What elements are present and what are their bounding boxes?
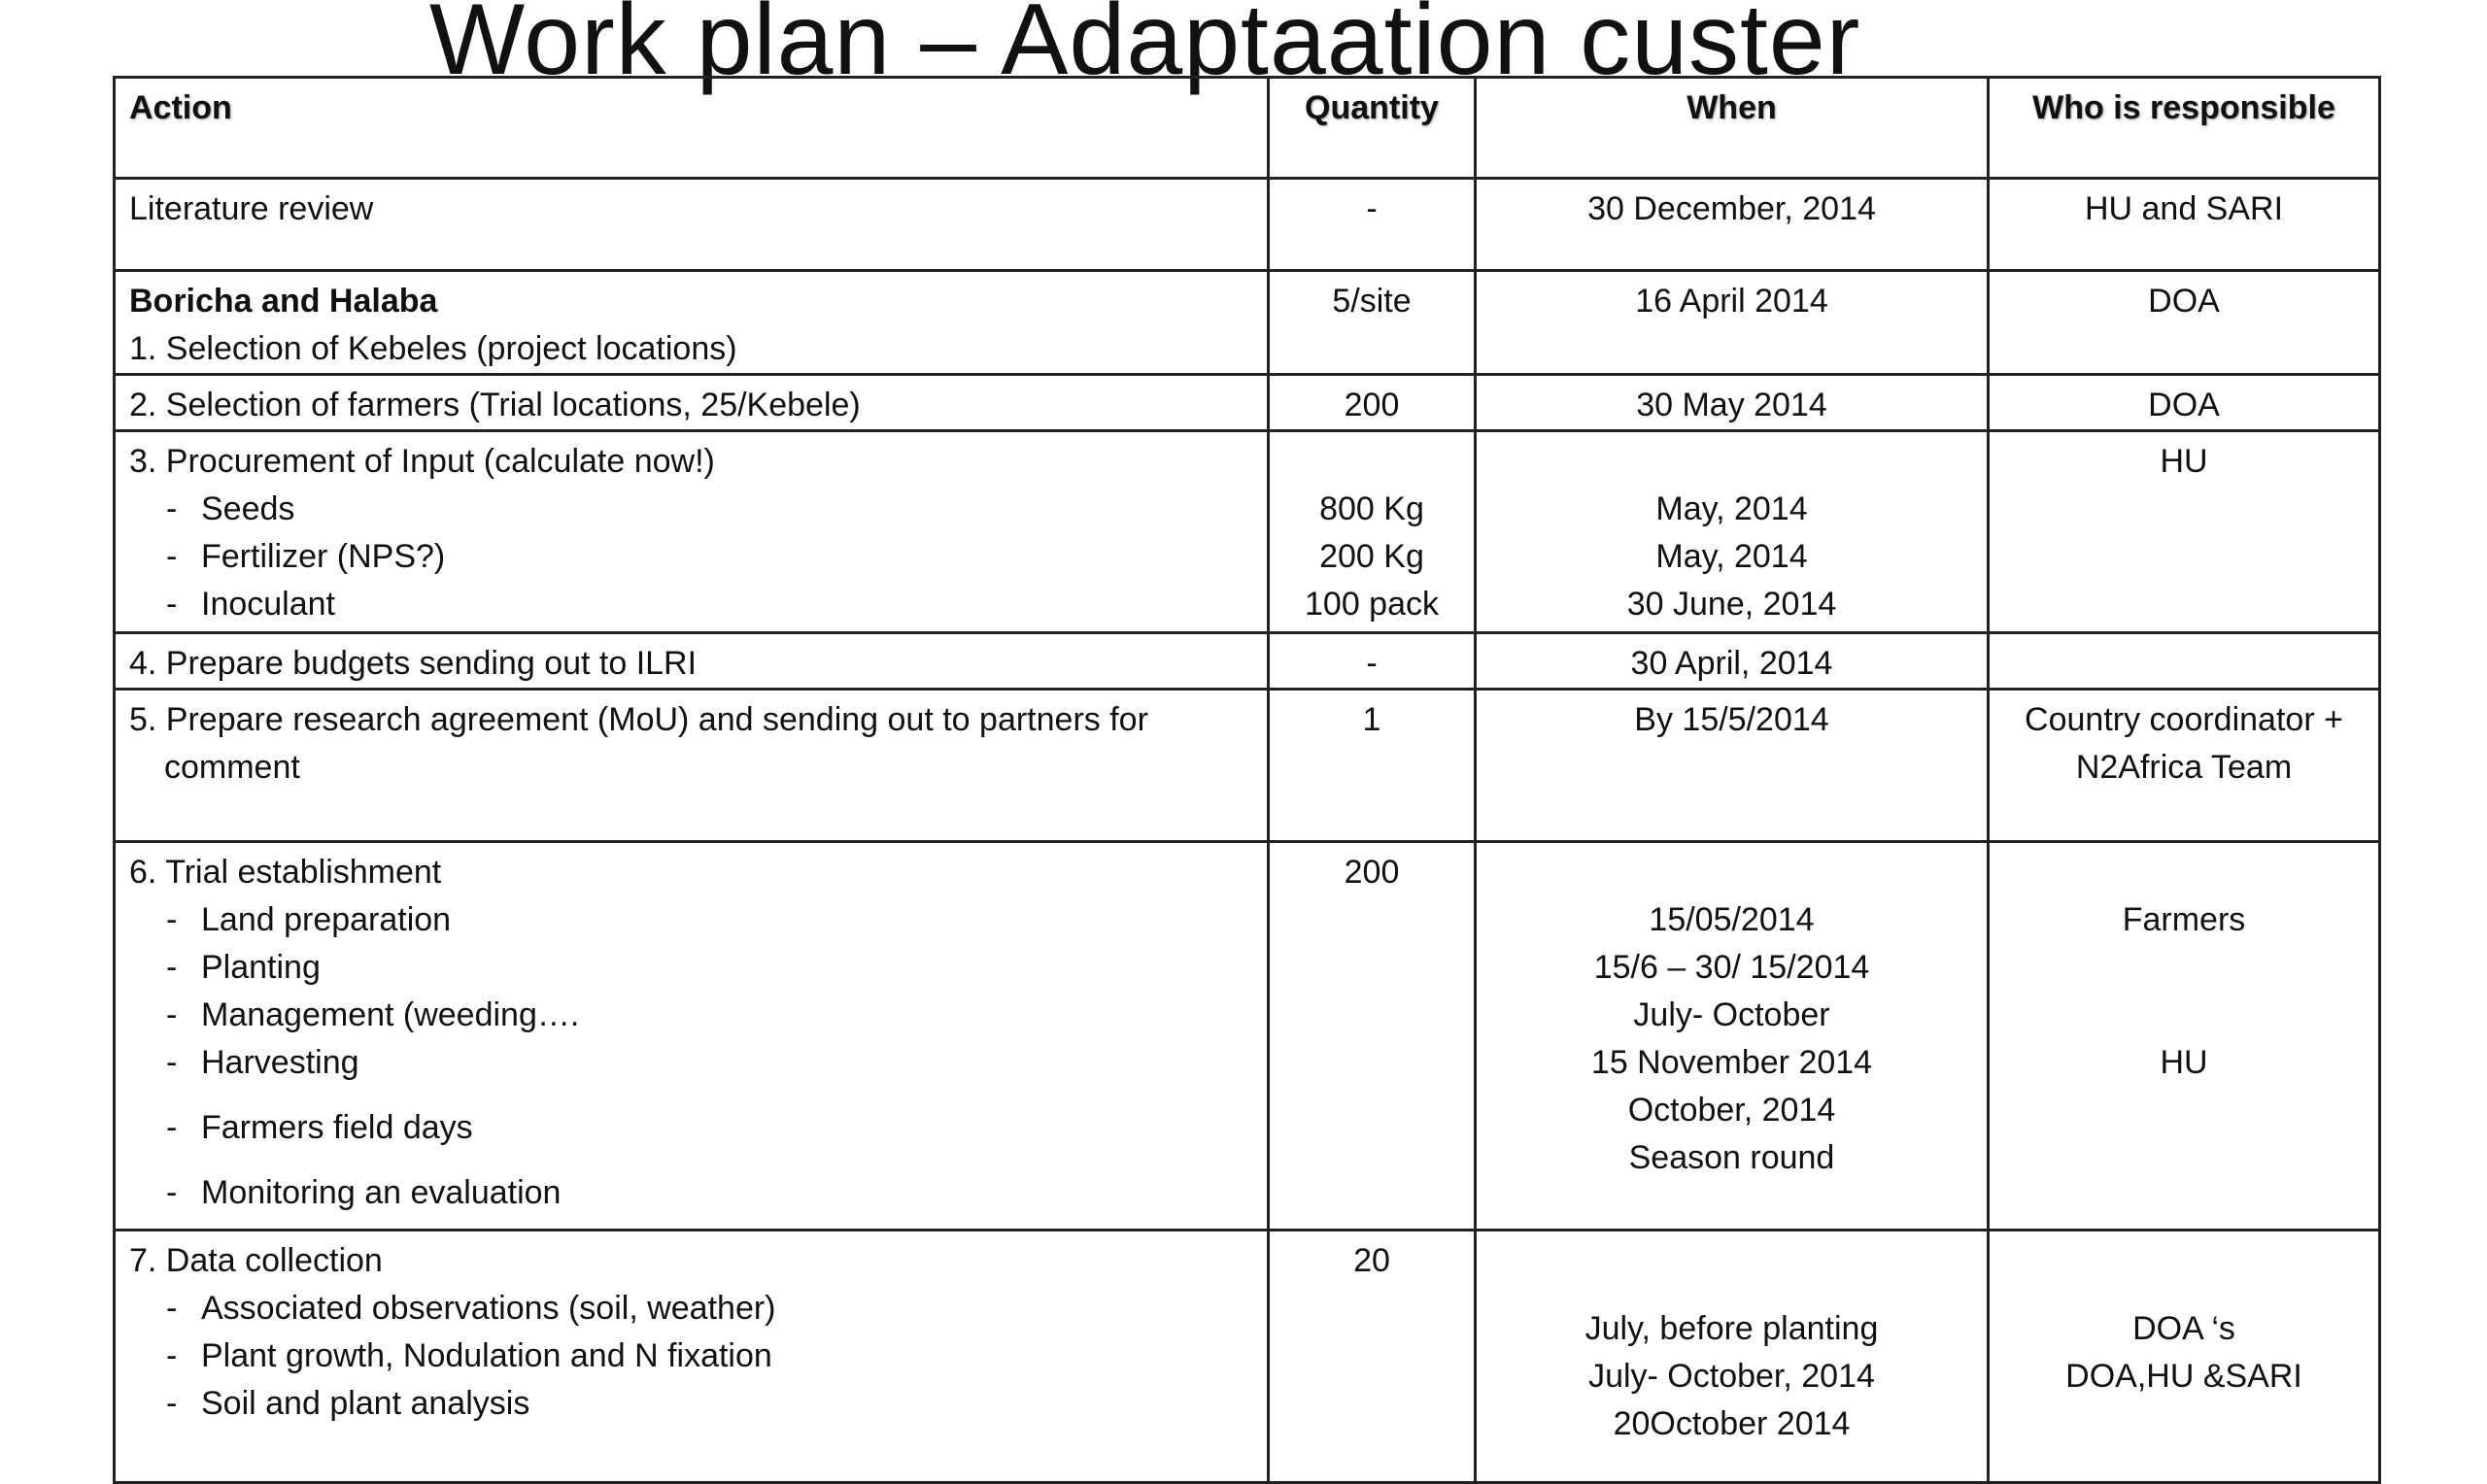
- action-text: 2. Selection of farmers (Trial locations, 25/Kebele): [129, 387, 861, 423]
- table-row: [115, 431, 2380, 633]
- work-plan-table: [113, 76, 2381, 1484]
- action-text: Literature review: [129, 190, 374, 227]
- when-value: 15/05/2014: [1649, 901, 1815, 938]
- table-row: [115, 271, 2380, 375]
- when-cell: 30 December, 2014: [1476, 179, 1989, 271]
- when-cell: [1476, 431, 1989, 633]
- who-cell: [1989, 633, 2380, 690]
- action-cell: [115, 179, 1269, 271]
- header-action: Action: [115, 78, 1269, 179]
- when-value: May, 2014: [1655, 490, 1808, 527]
- who-value: DOA,HU &SARI: [2065, 1358, 2302, 1395]
- who-cell: [1989, 842, 2380, 1231]
- quantity-cell: [1269, 431, 1476, 633]
- sub-item: - Associated observations (soil, weather): [166, 1290, 776, 1327]
- sub-item: - Planting: [166, 949, 321, 986]
- action-cell: [115, 431, 1269, 633]
- when-value: 15 November 2014: [1590, 1044, 1873, 1081]
- quantity-value: 100 pack: [1305, 586, 1439, 623]
- sub-item: - Management (weeding….: [166, 996, 580, 1033]
- action-cell: [115, 271, 1269, 375]
- action-heading: Boricha and Halaba: [129, 283, 438, 320]
- who-value: Country coordinator +: [2025, 701, 2343, 738]
- table-header-row: [115, 78, 2380, 179]
- action-cell: [115, 633, 1269, 690]
- page-title: Work plan – Adaptaation custer: [429, 0, 1861, 96]
- who-value: Farmers: [2122, 901, 2246, 938]
- when-cell: 16 April 2014: [1476, 271, 1989, 375]
- who-cell: HU and SARI: [1989, 179, 2380, 271]
- action-text-continued: comment: [164, 749, 300, 786]
- when-cell: 30 May 2014: [1476, 375, 1989, 431]
- when-value: May, 2014: [1655, 538, 1808, 575]
- when-value: 15/6 – 30/ 15/2014: [1593, 949, 1870, 986]
- quantity-cell: 5/site: [1269, 271, 1476, 375]
- when-value: July- October, 2014: [1588, 1358, 1875, 1395]
- action-cell: [115, 842, 1269, 1231]
- quantity-cell: -: [1269, 179, 1476, 271]
- when-value: October, 2014: [1627, 1092, 1836, 1129]
- action-cell: [115, 375, 1269, 431]
- action-text: 7. Data collection: [129, 1242, 383, 1279]
- table-row: [115, 842, 2380, 1231]
- sub-item: - Land preparation: [166, 901, 452, 938]
- table-row: [115, 375, 2380, 431]
- when-value: 30 June, 2014: [1626, 586, 1837, 623]
- action-text: 1. Selection of Kebeles (project locations): [129, 330, 737, 367]
- table-row: [115, 690, 2380, 842]
- sub-item: - Seeds: [166, 490, 295, 527]
- when-value: July- October: [1633, 996, 1830, 1033]
- who-value: DOA ‘s: [2132, 1310, 2235, 1347]
- who-cell: HU: [1989, 431, 2380, 633]
- when-value: Season round: [1628, 1139, 1835, 1176]
- sub-item: - Monitoring an evaluation: [166, 1174, 562, 1211]
- when-value: July, before planting: [1584, 1310, 1879, 1347]
- when-value: 20October 2014: [1613, 1405, 1851, 1442]
- sub-item: - Farmers field days: [166, 1109, 473, 1146]
- quantity-value: 800 Kg: [1319, 490, 1424, 527]
- who-value: HU: [2160, 1044, 2208, 1081]
- who-cell: [1989, 1231, 2380, 1483]
- quantity-cell: 1: [1269, 690, 1476, 842]
- header-quantity: Quantity: [1269, 78, 1476, 179]
- who-cell: DOA: [1989, 375, 2380, 431]
- quantity-value: 200 Kg: [1319, 538, 1424, 575]
- quantity-cell: -: [1269, 633, 1476, 690]
- when-cell: [1476, 1231, 1989, 1483]
- when-cell: By 15/5/2014: [1476, 690, 1989, 842]
- quantity-cell: 20: [1269, 1231, 1476, 1483]
- sub-item: - Fertilizer (NPS?): [166, 538, 446, 575]
- when-cell: 30 April, 2014: [1476, 633, 1989, 690]
- who-value: N2Africa Team: [2075, 749, 2293, 786]
- sub-item: - Plant growth, Nodulation and N fixation: [166, 1337, 772, 1374]
- action-text: 4. Prepare budgets sending out to ILRI: [129, 645, 698, 682]
- quantity-cell: 200: [1269, 842, 1476, 1231]
- action-text: 3. Procurement of Input (calculate now!): [129, 443, 715, 480]
- header-when: When: [1476, 78, 1989, 179]
- who-cell: DOA: [1989, 271, 2380, 375]
- who-cell: [1989, 690, 2380, 842]
- table-row: [115, 179, 2380, 271]
- sub-item: - Harvesting: [166, 1044, 359, 1081]
- action-cell: [115, 690, 1269, 842]
- action-text: 6. Trial establishment: [129, 854, 442, 891]
- sub-item: - Soil and plant analysis: [166, 1385, 530, 1422]
- sub-item: - Inoculant: [166, 586, 335, 623]
- quantity-cell: 200: [1269, 375, 1476, 431]
- header-who: Who is responsible: [1989, 78, 2380, 179]
- when-cell: [1476, 842, 1989, 1231]
- action-text: 5. Prepare research agreement (MoU) and sending out to partners for: [129, 701, 1148, 738]
- table-row: [115, 633, 2380, 690]
- action-cell: [115, 1231, 1269, 1483]
- table-row: [115, 1231, 2380, 1483]
